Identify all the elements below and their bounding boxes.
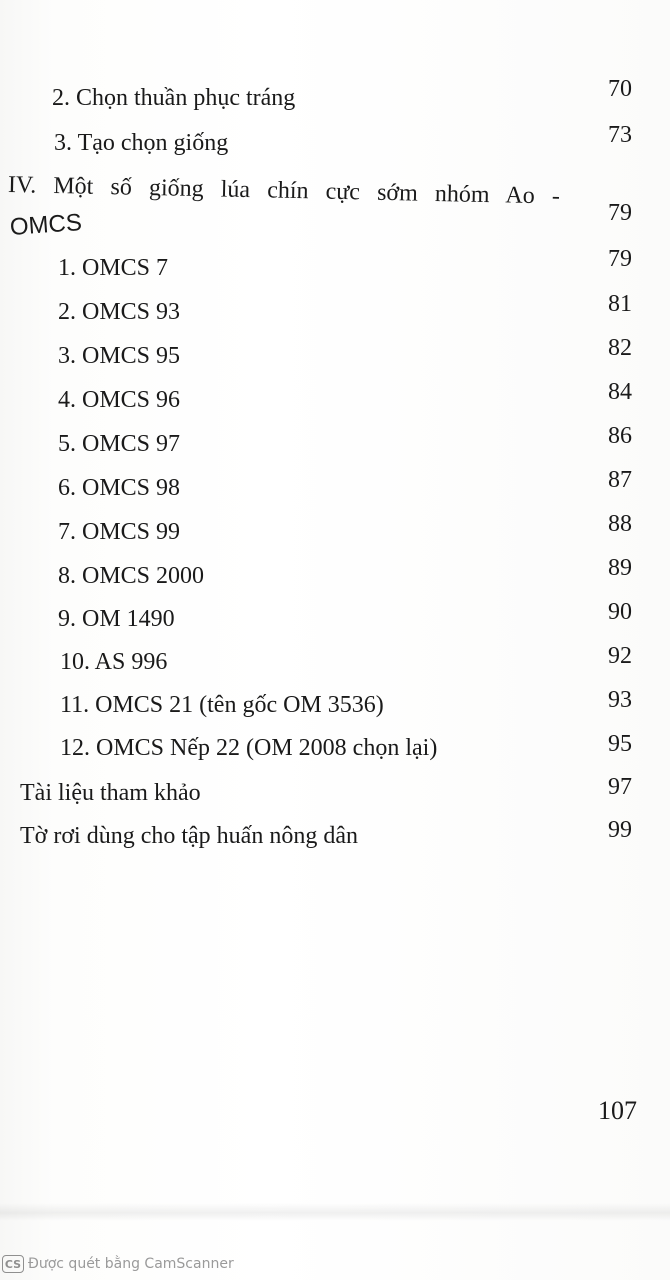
toc-entry-label: Tờ rơi dùng cho tập huấn nông dân [20,823,358,849]
scanner-watermark [2,1253,234,1275]
toc-entry-label: 9. OM 1490 [58,606,175,632]
page-edge-shadow [0,1203,670,1221]
camscanner-logo-icon: CS [2,1255,24,1273]
toc-entry-label: 3. Tạo chọn giống [54,130,229,156]
toc-entry-page: 86 [608,423,632,449]
toc-entry-label: 3. OMCS 95 [58,343,181,369]
page-number: 107 [598,1096,637,1125]
toc-entry-label: 11. OMCS 21 (tên gốc OM 3536) [60,692,384,718]
toc-entry-label: 2. Chọn thuần phục tráng [52,85,296,111]
toc-entry-page: 88 [608,511,632,537]
toc-entry-label: 8. OMCS 2000 [58,563,205,589]
toc-entry-label: Tài liệu tham khảo [20,780,201,806]
toc-entry-page: 92 [608,643,632,669]
toc-entry-page: 99 [608,817,632,843]
toc-entry-label: 10. AS 996 [60,649,168,675]
toc-entry-page: 97 [608,774,632,800]
toc-entry-label: 6. OMCS 98 [58,475,181,501]
toc-entry-page: 87 [608,467,632,493]
toc-section-heading: IV. Một số giống lúa chín cực sớm nhóm Ao - [7,172,561,210]
toc-entry-page: 79 [608,200,632,226]
toc-entry-label: 12. OMCS Nếp 22 (OM 2008 chọn lại) [60,735,438,761]
toc-entry-page: 84 [608,379,632,405]
scanner-caption: Được quét bằng CamScanner [28,1256,234,1272]
toc-entry-label: 4. OMCS 96 [58,387,181,413]
toc-entry-page: 79 [608,246,632,272]
toc-entry-label: 7. OMCS 99 [58,519,181,545]
toc-entry-page: 70 [608,76,632,102]
toc-entry-page: 93 [608,687,632,713]
toc-entry-label: 5. OMCS 97 [58,431,181,457]
toc-entry-page: 81 [608,291,632,317]
toc-entry-label: 2. OMCS 93 [58,299,181,325]
toc-entry-page: 82 [608,335,632,361]
toc-entry-page: 89 [608,555,632,581]
toc-entry-label: 1. OMCS 7 [58,255,169,281]
toc-entry-page: 95 [608,731,632,757]
toc-entry-page: 73 [608,122,632,148]
toc-section-heading-continuation: OMCS [9,209,83,241]
toc-entry-page: 90 [608,599,632,625]
